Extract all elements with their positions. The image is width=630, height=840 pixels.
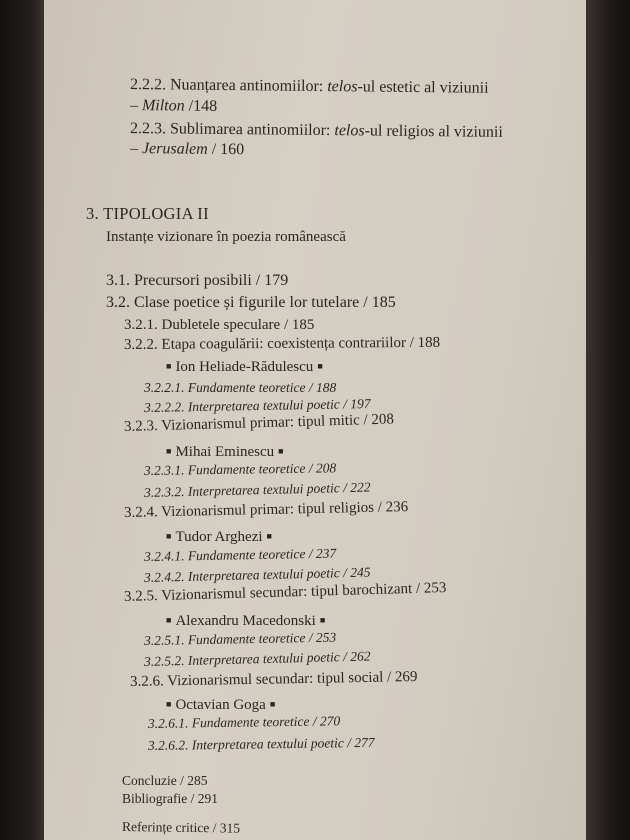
- toc-3-2-3-2: 3.2.3.2. Interpretarea textului poetic / 222: [143, 479, 371, 500]
- toc-3-2-3: 3.2.3. Vizionarismul primar: tipul mitic / 208: [123, 411, 395, 435]
- toc-concluzie: Concluzie / 285: [122, 773, 208, 788]
- toc-3-2-4-2: 3.2.4.2. Interpretarea textului poetic / 245: [143, 564, 371, 585]
- toc-3-2-6-2: 3.2.6.2. Interpretarea textului poetic / 277: [147, 734, 375, 753]
- bullet-icon: ■: [166, 531, 172, 541]
- toc-entry-2-2-2-cont: – Milton /148: [129, 97, 218, 115]
- poet-arghezi: ■ Tudor Arghezi ■: [166, 529, 272, 545]
- section-subheading: Instanțe vizionare în poezia românească: [106, 229, 346, 245]
- toc-3-2: 3.2. Clase poetice și figurile lor tutelare / 185: [106, 294, 396, 311]
- bullet-icon: ■: [166, 446, 172, 456]
- bullet-icon: ■: [269, 699, 276, 709]
- toc-3-2-6: 3.2.6. Vizionarismul secundar: tipul social / 269: [129, 668, 418, 690]
- toc-3-2-1: 3.2.1. Dubletele speculare / 185: [124, 317, 315, 333]
- bullet-icon: ■: [166, 699, 172, 709]
- poet-heliade: ■ Ion Heliade-Rădulescu ■: [166, 359, 323, 375]
- toc-3-2-4-1: 3.2.4.1. Fundamente teoretice / 237: [143, 545, 337, 564]
- toc-3-2-5: 3.2.5. Vizionarismul secundar: tipul barochizant / 253: [123, 579, 447, 605]
- toc-3-2-2-1: 3.2.2.1. Fundamente teoretice / 188: [144, 380, 337, 395]
- book-gutter-left: [0, 0, 44, 840]
- toc-entry-2-2-2: 2.2.2. Nuanțarea antinomiilor: telos-ul estetic al viziunii: [129, 76, 489, 97]
- poet-eminescu: ■ Mihai Eminescu ■: [166, 444, 284, 460]
- toc-3-2-6-1: 3.2.6.1. Fundamente teoretice / 270: [147, 713, 341, 731]
- toc-entry-2-2-3-cont: – Jerusalem / 160: [129, 140, 245, 159]
- toc-3-2-5-2: 3.2.5.2. Interpretarea textului poetic / 262: [143, 648, 371, 669]
- toc-3-2-2-2: 3.2.2.2. Interpretarea textului poetic / 197: [143, 396, 371, 415]
- bullet-icon: ■: [317, 361, 323, 371]
- toc-3-2-4: 3.2.4. Vizionarismul primar: tipul religios / 236: [123, 499, 409, 521]
- toc-3-1: 3.1. Precursori posibili / 179: [106, 272, 289, 289]
- book-page: [44, 0, 586, 840]
- bullet-icon: ■: [166, 615, 172, 625]
- bullet-icon: ■: [266, 531, 272, 541]
- bullet-icon: ■: [166, 361, 172, 371]
- toc-referinte: Referințe critice / 315: [121, 819, 241, 836]
- poet-macedonski: ■ Alexandru Macedonski ■: [166, 613, 326, 629]
- toc-3-2-5-1: 3.2.5.1. Fundamente teoretice / 253: [143, 629, 337, 648]
- toc-entry-2-2-3: 2.2.3. Sublimarea antinomiilor: telos-ul religios al viziunii: [129, 120, 503, 141]
- book-edge-right: [586, 0, 630, 840]
- section-heading: 3. TIPOLOGIA II: [86, 204, 209, 223]
- toc-3-2-2: 3.2.2. Etapa coagulării: coexistența contrariilor / 188: [123, 334, 441, 353]
- poet-goga: ■ Octavian Goga ■: [166, 697, 276, 713]
- toc-bibliografie: Bibliografie / 291: [122, 791, 218, 806]
- bullet-icon: ■: [278, 446, 284, 456]
- toc-3-2-3-1: 3.2.3.1. Fundamente teoretice / 208: [143, 460, 337, 478]
- bullet-icon: ■: [319, 615, 326, 625]
